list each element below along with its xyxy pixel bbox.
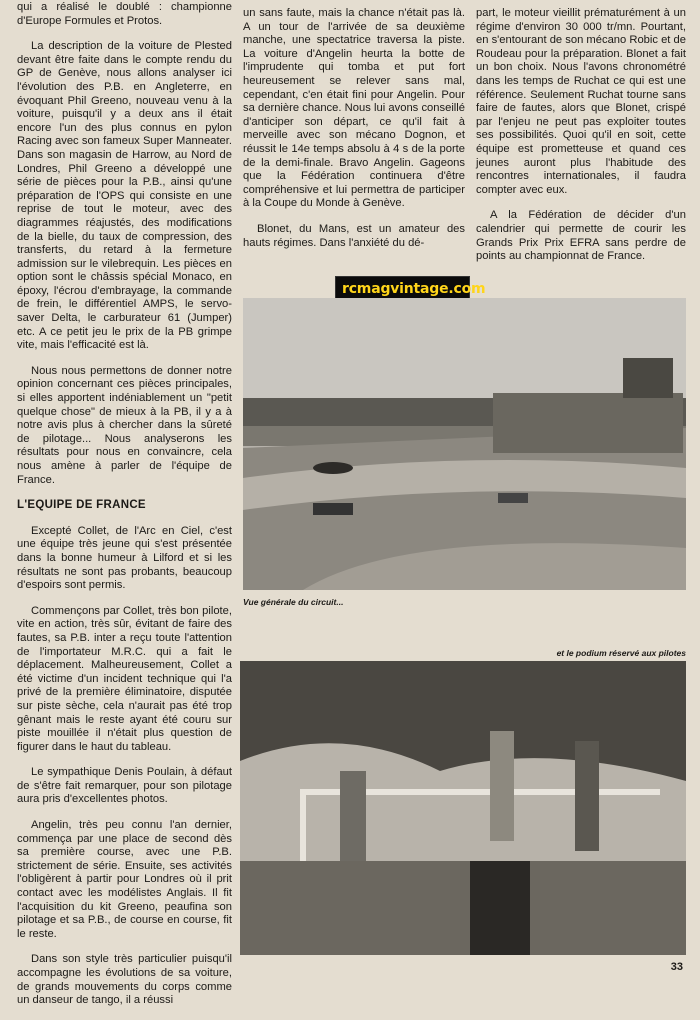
page-number: 33	[670, 961, 683, 973]
article-column-1	[17, 1, 232, 1020]
photo-circuit-overview	[243, 298, 686, 590]
paragraph: La description de la voiture de Plested devant être faite dans le compte rendu du GP de Genève, nous allons analyser ici l'évolution des P.B. en Angleterre, en évoquant Phil Greeno, nouveau venu à la voiture, puisqu'il y a deux ans il était encore l'un des plus connus en pylon Racing avec son fameux Super Manneater. Dans son magasin de Harrow, au Nord de Londres, Phil Greeno a développé une série de pièces pour la P.B., ainsi qu'une préparation de l'OPS qui consiste en une reprise de tout le moteur, avec des diagrammes réajustés, des modifications de la bielle, du taux de compression, des transferts, du retard à la fermeture admission sur le vilebrequin. Les pièces en option sont le châssis spécial Monaco, en époxy, l'écrou d'embrayage, la commande de frein, le différentiel AMPS, le servo-saver Delta, le carburateur 61 (Jumper) etc. A ce petit jeu le prix de la PB grimpe vite, mais l'efficacité est là.	[17, 40, 232, 352]
photo-caption-1: Vue générale du circuit...	[243, 597, 344, 607]
paragraph: A la Fédération de décider d'un calendrier qui permette de courir les Grands Prix Prix EFRA sans perdre de points au championnat de France.	[476, 209, 686, 263]
article-column-3	[476, 7, 686, 276]
paragraph: Angelin, très peu connu l'an dernier, commença par une place de second dès sa première course, avec une P.B. strictement de série. Ensuite, ses activités l'obligèrent à partir pour Londres où il prit contact avec les modélistes Anglais. Il fit l'acquisition du kit Greeno, peaufina son pilotage et sa P.B., de course en course, fit le reste.	[17, 819, 232, 940]
logo-title: rcmagvintage.com	[342, 281, 486, 297]
photo-caption-2: et le podium réservé aux pilotes	[556, 648, 686, 658]
paragraph: Le sympathique Denis Poulain, à défaut de s'être fait remarquer, pour son pilotage aura pris d'excellentes photos.	[17, 766, 232, 806]
paragraph: Excepté Collet, de l'Arc en Ciel, c'est une équipe très jeune qui s'est présentée dans la bonne humeur à Lilford et si les résultats ne sont pas probants, beaucoup d'espoirs sont permis.	[17, 524, 232, 592]
paragraph: Blonet, du Mans, est un amateur des hauts régimes. Dans l'anxiété du dé-	[243, 222, 465, 249]
photo-podium	[240, 661, 686, 955]
paragraph: part, le moteur vieillit prématurément à un régime d'environ 30 000 tr/mn. Pourtant, en s'entourant de son mécano Robic et de Roudeau pour la préparation. Blonet a fait un bon choix. Nous l'avons chronométré dans les temps de Ruchat ce qui est une référence. Seulement Ruchat tourne sans faire de fautes, alors que Blonet, crispé par l'enjeu ne peut pas exploiter toutes ses possibilités. Quoi qu'il en soit, cette équipe est prometteuse et quand ces jeunes auront plus l'habitude des rencontres internationales, il faudra compter avec eux.	[476, 7, 686, 196]
paragraph: Nous nous permettons de donner notre opinion concernant ces pièces principales, si elles apportent indéniablement un "petit quelque chose" de mieux à la PB, il y a à notre avis plus à chercher dans la sûreté de pilotage... Nous analyserons les résultats pour nous en convaincre, cela nous amène à parler de l'équipe de France.	[17, 364, 232, 486]
section-heading: L'EQUIPE DE FRANCE	[17, 499, 146, 512]
paragraph: qui a réalisé le doublé : championne d'Europe Formules et Protos.	[17, 1, 232, 27]
paragraph: un sans faute, mais la chance n'était pas là. A un tour de l'arrivée de sa deuxième manche, une spectatrice traversa la piste. La voiture d'Angelin heurta la botte de l'imprudente qui tomba et put fort heureusement se relever sans mal, cependant, c'en était fini pour Angelin. Pour sa dernière chance. Nous lui avons conseillé d'anticiper son départ, ce qu'il fait à merveille avec son mécano Dognon, et réussit le 14e temps absolu à 4 s de la porte de la demi-finale. Bravo Angelin. Gageons que la Fédération continuera d'être compréhensive et lui permettra de participer à la Coupe du Monde à Genève.	[243, 7, 465, 210]
article-column-2	[243, 7, 465, 262]
paragraph: Dans son style très particulier puisqu'il accompagne les évolutions de sa voiture, de grands mouvements du corps comme un danseur de tango, il a réussi	[17, 953, 232, 1007]
paragraph: Commençons par Collet, très bon pilote, vite en action, très sûr, évitant de faire des fautes, sa P.B. inter a reçu toute l'attention de l'importateur M.R.C. qui a fait le déplacement. Malheureusement, Collet a été victime d'un incident technique qui l'a privé de la première éliminatoire, disputée sur piste sèche, cela n'aurait pas été trop gênant mais le reste ayant été couru sur piste mouillée il n'était plus question de figurer dans le haut du tableau.	[17, 604, 232, 753]
